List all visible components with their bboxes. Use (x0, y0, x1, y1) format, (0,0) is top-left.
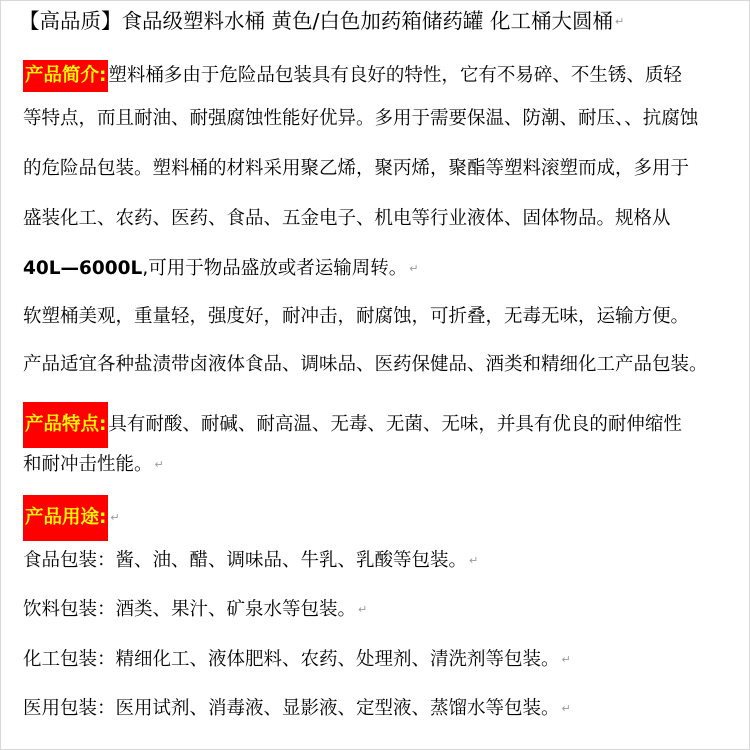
suitable-text: 产品适宜各种盐渍带卤液体食品、调味品、医药保健品、酒类和精细化工产品包装。 (23, 354, 708, 375)
spec-text: ,可用于物品盛放或者运输周转。 (142, 258, 408, 279)
usage-header-line (23, 495, 739, 541)
intro-text-2: 等特点，而且耐油、耐强腐蚀性能好优异。多用于需要保温、防潮、耐压、、抗腐蚀 (23, 108, 699, 129)
paragraph-mark: ↵ (561, 653, 571, 666)
usage-item-chemical (23, 647, 739, 673)
features-text-1: 具有耐酸、耐碱、耐高温、无毒、无菌、无味，并具有优良的耐伸缩性 (108, 414, 682, 435)
paragraph-mark: ↵ (409, 262, 419, 275)
suitable-line (23, 352, 739, 378)
soft-bucket-text: 软塑桶美观，重量轻，强度好，耐冲击，耐腐蚀，可折叠，无毒无味，运输方便。 (23, 306, 690, 327)
paragraph-mark: ↵ (358, 603, 368, 616)
page-title (19, 8, 739, 35)
soft-bucket-line (23, 304, 739, 330)
usage-item-food (23, 548, 739, 574)
intro-line-5 (23, 256, 739, 282)
paragraph-mark: ↵ (110, 511, 120, 524)
usage-chemical-text: 化工包装：精细化工、液体肥料、农药、处理剂、清洗剂等包装。 (23, 649, 560, 670)
intro-label-tag: 产品简介: (23, 60, 108, 92)
paragraph-mark: ↵ (154, 458, 164, 471)
features-text-2: 和耐冲击性能。 (23, 454, 153, 475)
paragraph-mark: ↵ (614, 15, 625, 28)
paragraph-mark: ↵ (561, 702, 571, 715)
features-label-tag: 产品特点: (23, 402, 108, 448)
intro-text-1: 塑料桶多由于危险品包装具有良好的特性，它有不易碎、不生锈、质轻 (108, 65, 682, 86)
features-line-2 (23, 452, 739, 478)
spec-range: 40L—6000L (23, 258, 143, 279)
intro-line-1 (23, 60, 739, 92)
usage-label-tag: 产品用途: (23, 495, 108, 541)
usage-drink-text: 饮料包装：酒类、果汁、矿泉水等包装。 (23, 599, 357, 620)
usage-item-medical (23, 696, 739, 722)
intro-line-2 (23, 106, 739, 132)
usage-medical-text: 医用包装：医用试剂、消毒液、显影液、定型液、蒸馏水等包装。 (23, 698, 560, 719)
title-text: 【高品质】食品级塑料水桶 黄色/白色加药箱储药罐 化工桶大圆桶 (19, 9, 613, 33)
intro-line-3 (23, 156, 739, 182)
features-line-1 (23, 402, 739, 448)
usage-item-drink (23, 597, 739, 623)
paragraph-mark: ↵ (469, 554, 479, 567)
intro-text-4: 盛装化工、农药、医药、食品、五金电子、机电等行业液体、固体物品。规格从 (23, 208, 671, 229)
intro-text-3: 的危险品包装。塑料桶的材料采用聚乙烯，聚丙烯，聚酯等塑料滚塑而成，多用于 (23, 158, 690, 179)
usage-food-text: 食品包装：酱、油、醋、调味品、牛乳、乳酸等包装。 (23, 550, 468, 571)
intro-line-4 (23, 206, 739, 232)
